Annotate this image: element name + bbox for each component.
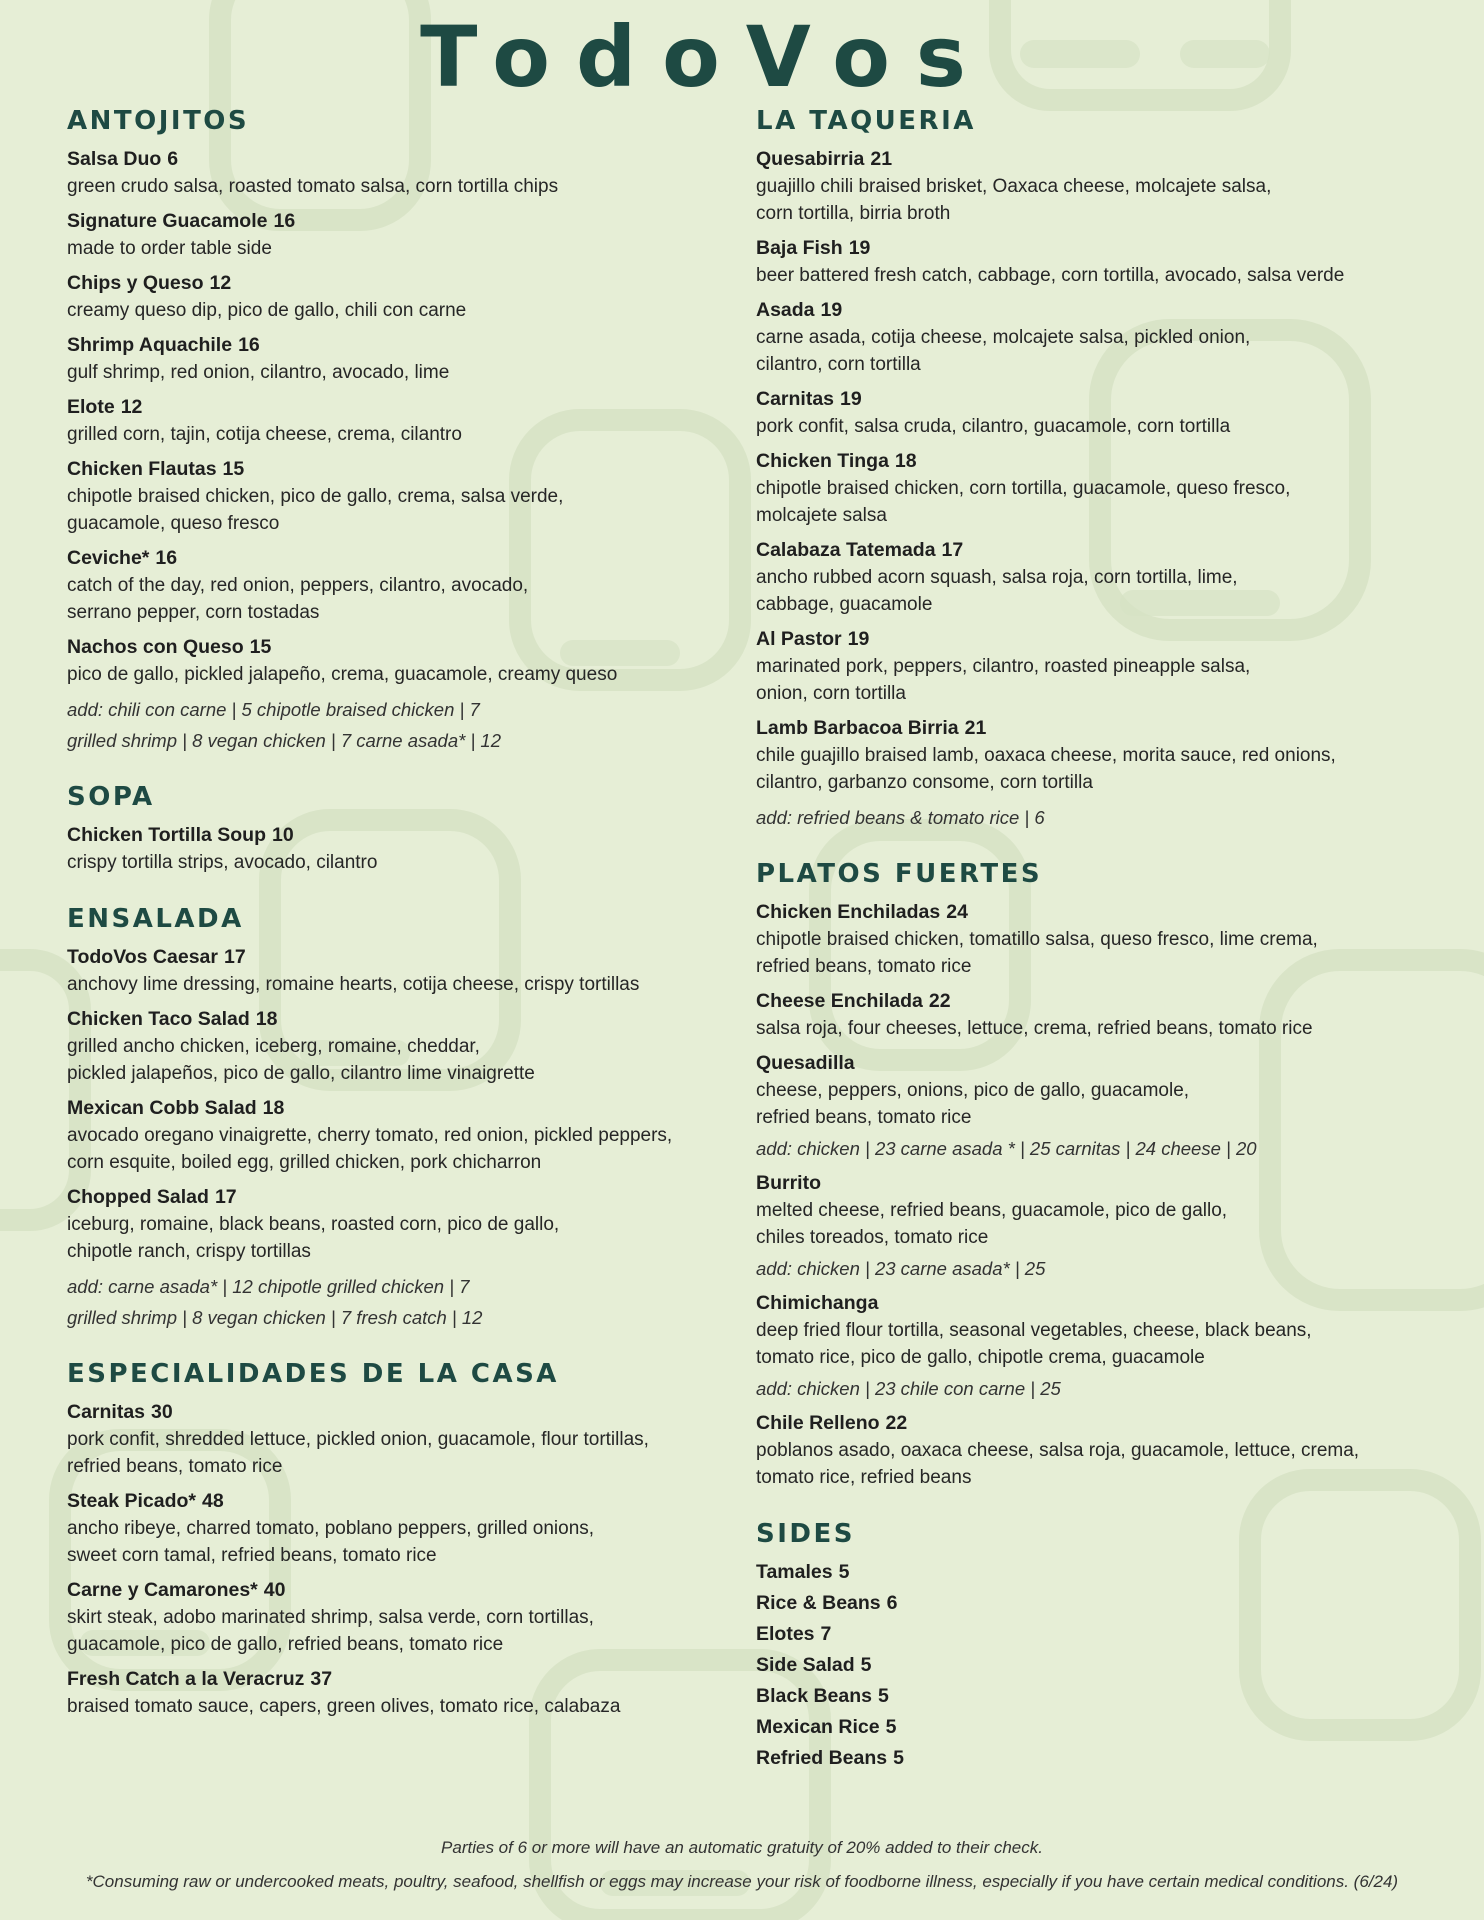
item-description: poblanos asado, oaxaca cheese, salsa roja, guacamole, lettuce, crema, bbox=[756, 1440, 1360, 1461]
section-title: PLATOS FUERTES bbox=[756, 859, 1043, 889]
menu-item bbox=[67, 1006, 747, 1087]
menu-item bbox=[756, 146, 1446, 227]
item-price: 22 bbox=[885, 1412, 908, 1434]
section-add-ons: grilled shrimp | 8 vegan chicken | 7 fresh catch | 12 bbox=[67, 1307, 483, 1328]
gratuity-note: Parties of 6 or more will have an automatic gratuity of 20% added to their check. bbox=[441, 1838, 1043, 1857]
menu-item bbox=[756, 1683, 1446, 1710]
item-description: molcajete salsa bbox=[756, 505, 887, 526]
item-price: 19 bbox=[820, 299, 843, 321]
item-price: 10 bbox=[272, 824, 294, 846]
item-description: made to order table side bbox=[67, 238, 272, 259]
item-heading bbox=[756, 1683, 1446, 1710]
menu-item bbox=[756, 1621, 1446, 1648]
item-name: Chile Relleno bbox=[756, 1412, 880, 1434]
item-description: refried beans, tomato rice bbox=[756, 1107, 972, 1128]
item-price: 17 bbox=[214, 1186, 237, 1208]
item-name: Baja Fish bbox=[756, 237, 843, 259]
menu-item bbox=[756, 988, 1446, 1042]
item-price: 19 bbox=[847, 628, 870, 650]
item-price: 15 bbox=[249, 636, 272, 658]
item-heading bbox=[67, 208, 747, 235]
item-description: serrano pepper, corn tostadas bbox=[67, 602, 320, 623]
item-name: Burrito bbox=[756, 1172, 821, 1194]
section-title: ANTOJITOS bbox=[67, 106, 250, 136]
item-name: Chicken Tortilla Soup bbox=[67, 824, 266, 846]
item-description: ancho rubbed acorn squash, salsa roja, corn tortilla, lime, bbox=[756, 567, 1238, 588]
menu-item bbox=[756, 1410, 1446, 1491]
section-sides bbox=[756, 1517, 1446, 1772]
item-description: chile guajillo braised lamb, oaxaca cheese, morita sauce, red onions, bbox=[756, 745, 1336, 766]
menu-item bbox=[756, 297, 1446, 378]
item-name: Al Pastor bbox=[756, 628, 842, 650]
item-description: crispy tortilla strips, avocado, cilantro bbox=[67, 852, 378, 873]
item-description: onion, corn tortilla bbox=[756, 683, 906, 704]
section-la-taqueria bbox=[756, 104, 1446, 831]
item-heading bbox=[67, 1666, 747, 1693]
menu-item bbox=[67, 146, 747, 200]
item-price: 18 bbox=[894, 450, 917, 472]
menu-item bbox=[67, 332, 747, 386]
section-title: LA TAQUERIA bbox=[756, 106, 976, 136]
item-name: Steak Picado* bbox=[67, 1490, 196, 1512]
menu-item bbox=[756, 1714, 1446, 1741]
item-price: 15 bbox=[222, 458, 245, 480]
item-price: 6 bbox=[167, 148, 179, 170]
item-description: cilantro, garbanzo consome, corn tortilla bbox=[756, 772, 1093, 793]
item-name: TodoVos Caesar bbox=[67, 946, 218, 968]
item-heading bbox=[67, 1006, 747, 1033]
item-heading bbox=[756, 1714, 1446, 1741]
item-heading bbox=[756, 537, 1446, 564]
left-column bbox=[67, 104, 747, 1746]
section-antojitos bbox=[67, 104, 747, 754]
menu-item bbox=[756, 386, 1446, 440]
item-heading bbox=[756, 1590, 1446, 1617]
item-name: Chicken Tinga bbox=[756, 450, 889, 472]
section-ensalada bbox=[67, 902, 747, 1331]
item-description: corn esquite, boiled egg, grilled chicken, pork chicharron bbox=[67, 1152, 542, 1173]
item-description: guacamole, pico de gallo, refried beans, tomato rice bbox=[67, 1634, 504, 1655]
section-platos-fuertes bbox=[756, 857, 1446, 1491]
item-name: Fresh Catch a la Veracruz bbox=[67, 1668, 305, 1690]
foodborne-disclaimer: *Consuming raw or undercooked meats, poultry, seafood, shellfish or eggs may increase your risk of foodborne illness, especially if you have certain medical conditions. (6/24) bbox=[85, 1872, 1399, 1891]
item-description: guacamole, queso fresco bbox=[67, 513, 280, 534]
menu-item bbox=[756, 235, 1446, 289]
item-description: pickled jalapeños, pico de gallo, cilantro lime vinaigrette bbox=[67, 1063, 535, 1084]
item-name: Carnitas bbox=[756, 388, 835, 410]
item-price: 37 bbox=[310, 1668, 333, 1690]
menu-item bbox=[67, 270, 747, 324]
item-price: 19 bbox=[848, 237, 871, 259]
restaurant-title: TodoVos bbox=[420, 8, 992, 106]
item-name: Mexican Rice bbox=[756, 1716, 880, 1738]
item-heading bbox=[756, 448, 1446, 475]
right-column bbox=[756, 104, 1446, 1798]
item-description: gulf shrimp, red onion, cilantro, avocado, lime bbox=[67, 362, 450, 383]
menu-item bbox=[756, 1290, 1446, 1402]
item-name: Calabaza Tatemada bbox=[756, 539, 936, 561]
item-heading bbox=[67, 1095, 747, 1122]
item-name: Chips y Queso bbox=[67, 272, 204, 294]
section-title: ENSALADA bbox=[67, 904, 244, 934]
item-description: catch of the day, red onion, peppers, cilantro, avocado, bbox=[67, 575, 529, 596]
menu-item bbox=[67, 1666, 747, 1720]
item-price: 22 bbox=[928, 990, 951, 1012]
item-description: chipotle braised chicken, tomatillo salsa, queso fresco, lime crema, bbox=[756, 929, 1318, 950]
item-name: Chicken Flautas bbox=[67, 458, 217, 480]
item-heading bbox=[67, 394, 747, 421]
menu-item bbox=[67, 1184, 747, 1265]
item-name: Carnitas bbox=[67, 1401, 146, 1423]
menu-item bbox=[67, 1488, 747, 1569]
item-description: cilantro, corn tortilla bbox=[756, 354, 921, 375]
item-name: Side Salad bbox=[756, 1654, 855, 1676]
item-description: skirt steak, adobo marinated shrimp, salsa verde, corn tortillas, bbox=[67, 1607, 594, 1628]
item-heading bbox=[756, 1559, 1446, 1586]
item-description: marinated pork, peppers, cilantro, roasted pineapple salsa, bbox=[756, 656, 1251, 677]
item-price: 5 bbox=[885, 1716, 897, 1738]
item-description: corn tortilla, birria broth bbox=[756, 203, 951, 224]
item-name: Chicken Enchiladas bbox=[756, 901, 941, 923]
item-description: ancho ribeye, charred tomato, poblano peppers, grilled onions, bbox=[67, 1518, 595, 1539]
item-heading bbox=[67, 822, 747, 849]
item-description: deep fried flour tortilla, seasonal vegetables, cheese, black beans, bbox=[756, 1320, 1312, 1341]
item-description: iceburg, romaine, black beans, roasted corn, pico de gallo, bbox=[67, 1214, 560, 1235]
item-name: Elote bbox=[67, 396, 115, 418]
item-heading bbox=[67, 456, 747, 483]
item-heading bbox=[756, 1050, 1446, 1077]
item-description: grilled ancho chicken, iceberg, romaine, cheddar, bbox=[67, 1036, 480, 1057]
item-price: 18 bbox=[262, 1097, 285, 1119]
item-heading bbox=[756, 1652, 1446, 1679]
item-heading bbox=[756, 386, 1446, 413]
item-name: Nachos con Queso bbox=[67, 636, 244, 658]
item-price: 12 bbox=[120, 396, 143, 418]
item-heading bbox=[756, 297, 1446, 324]
item-price: 48 bbox=[201, 1490, 224, 1512]
item-name: Ceviche* bbox=[67, 547, 150, 569]
menu-item bbox=[756, 899, 1446, 980]
add-on-options: add: chicken | 23 chile con carne | 25 bbox=[756, 1378, 1061, 1399]
menu-item bbox=[67, 394, 747, 448]
item-heading bbox=[756, 1621, 1446, 1648]
item-heading bbox=[756, 899, 1446, 926]
add-on-options: add: chicken | 23 carne asada* | 25 bbox=[756, 1258, 1046, 1279]
menu-item bbox=[756, 1745, 1446, 1772]
item-price: 30 bbox=[151, 1401, 173, 1423]
item-heading bbox=[67, 634, 747, 661]
item-heading bbox=[67, 1488, 747, 1515]
menu-item bbox=[756, 626, 1446, 707]
section-add-ons: add: carne asada* | 12 chipotle grilled chicken | 7 bbox=[67, 1276, 470, 1297]
item-name: Chicken Taco Salad bbox=[67, 1008, 250, 1030]
section-sopa bbox=[67, 780, 747, 876]
menu-item bbox=[67, 944, 747, 998]
section-add-ons: grilled shrimp | 8 vegan chicken | 7 carne asada* | 12 bbox=[67, 730, 501, 751]
section-title: ESPECIALIDADES DE LA CASA bbox=[67, 1359, 559, 1389]
item-description: refried beans, tomato rice bbox=[756, 956, 972, 977]
item-name: Quesadilla bbox=[756, 1052, 855, 1074]
item-heading bbox=[67, 1399, 747, 1426]
item-name: Quesabirria bbox=[756, 148, 865, 170]
item-name: Chopped Salad bbox=[67, 1186, 209, 1208]
menu-item bbox=[67, 822, 747, 876]
item-name: Shrimp Aquachile bbox=[67, 334, 233, 356]
item-price: 18 bbox=[255, 1008, 278, 1030]
item-price: 5 bbox=[838, 1561, 850, 1583]
item-description: chipotle ranch, crispy tortillas bbox=[67, 1241, 311, 1262]
item-description: anchovy lime dressing, romaine hearts, cotija cheese, crispy tortillas bbox=[67, 974, 640, 995]
section-add-ons: add: refried beans & tomato rice | 6 bbox=[756, 807, 1045, 828]
item-heading bbox=[67, 1577, 747, 1604]
item-description: salsa roja, four cheeses, lettuce, crema, refried beans, tomato rice bbox=[756, 1018, 1313, 1039]
item-price: 40 bbox=[263, 1579, 286, 1601]
item-price: 16 bbox=[155, 547, 178, 569]
item-heading bbox=[756, 146, 1446, 173]
item-name: Signature Guacamole bbox=[67, 210, 268, 232]
item-heading bbox=[67, 545, 747, 572]
menu-item bbox=[67, 1095, 747, 1176]
item-heading bbox=[67, 146, 747, 173]
item-heading bbox=[756, 1170, 1446, 1197]
item-description: pork confit, shredded lettuce, pickled onion, guacamole, flour tortillas, bbox=[67, 1429, 649, 1450]
menu-item bbox=[756, 1590, 1446, 1617]
item-name: Black Beans bbox=[756, 1685, 872, 1707]
item-description: chipotle braised chicken, pico de gallo, crema, salsa verde, bbox=[67, 486, 564, 507]
item-description: tomato rice, refried beans bbox=[756, 1467, 972, 1488]
menu-item bbox=[67, 545, 747, 626]
item-description: beer battered fresh catch, cabbage, corn tortilla, avocado, salsa verde bbox=[756, 265, 1345, 286]
item-price: 21 bbox=[964, 717, 987, 739]
item-heading bbox=[756, 1410, 1446, 1437]
item-price: 5 bbox=[893, 1747, 904, 1769]
item-name: Tamales bbox=[756, 1561, 833, 1583]
menu-item bbox=[756, 1559, 1446, 1586]
item-description: grilled corn, tajin, cotija cheese, crema, cilantro bbox=[67, 424, 462, 445]
section-especialidades-de-la-casa bbox=[67, 1357, 747, 1720]
item-price: 16 bbox=[238, 334, 260, 356]
menu-item bbox=[67, 1577, 747, 1658]
item-description: green crudo salsa, roasted tomato salsa, corn tortilla chips bbox=[67, 176, 559, 197]
item-name: Salsa Duo bbox=[67, 148, 162, 170]
item-description: melted cheese, refried beans, guacamole, pico de gallo, bbox=[756, 1200, 1228, 1221]
item-price: 6 bbox=[886, 1592, 898, 1614]
item-heading bbox=[756, 988, 1446, 1015]
item-description: cabbage, guacamole bbox=[756, 594, 933, 615]
item-description: chipotle braised chicken, corn tortilla, guacamole, queso fresco, bbox=[756, 478, 1291, 499]
menu-item bbox=[67, 634, 747, 688]
item-description: cheese, peppers, onions, pico de gallo, guacamole, bbox=[756, 1080, 1190, 1101]
item-price: 5 bbox=[877, 1685, 889, 1707]
item-price: 17 bbox=[223, 946, 246, 968]
item-description: tomato rice, pico de gallo, chipotle crema, guacamole bbox=[756, 1347, 1205, 1368]
menu-item bbox=[756, 715, 1446, 796]
section-title: SIDES bbox=[756, 1519, 855, 1549]
section-add-ons: add: chili con carne | 5 chipotle braised chicken | 7 bbox=[67, 699, 480, 720]
menu-item bbox=[756, 1652, 1446, 1679]
item-description: refried beans, tomato rice bbox=[67, 1456, 283, 1477]
item-heading bbox=[756, 715, 1446, 742]
item-price: 24 bbox=[946, 901, 968, 923]
item-price: 21 bbox=[870, 148, 893, 170]
item-heading bbox=[67, 332, 747, 359]
item-name: Chimichanga bbox=[756, 1292, 879, 1314]
item-heading bbox=[756, 235, 1446, 262]
item-price: 17 bbox=[941, 539, 964, 561]
menu-item bbox=[67, 456, 747, 537]
item-price: 5 bbox=[860, 1654, 872, 1676]
item-description: guajillo chili braised brisket, Oaxaca cheese, molcajete salsa, bbox=[756, 176, 1272, 197]
item-name: Lamb Barbacoa Birria bbox=[756, 717, 959, 739]
item-heading bbox=[67, 944, 747, 971]
item-price: 19 bbox=[840, 388, 862, 410]
item-description: creamy queso dip, pico de gallo, chili con carne bbox=[67, 300, 467, 321]
menu-item bbox=[756, 1050, 1446, 1162]
item-name: Elotes bbox=[756, 1623, 815, 1645]
item-description: carne asada, cotija cheese, molcajete salsa, pickled onion, bbox=[756, 327, 1251, 348]
menu-item bbox=[67, 1399, 747, 1480]
menu-item bbox=[756, 448, 1446, 529]
item-name: Mexican Cobb Salad bbox=[67, 1097, 257, 1119]
section-title: SOPA bbox=[67, 782, 155, 812]
item-price: 12 bbox=[209, 272, 232, 294]
item-name: Cheese Enchilada bbox=[756, 990, 923, 1012]
item-description: pork confit, salsa cruda, cilantro, guacamole, corn tortilla bbox=[756, 416, 1231, 437]
item-heading bbox=[756, 1290, 1446, 1317]
item-name: Carne y Camarones* bbox=[67, 1579, 258, 1601]
item-name: Asada bbox=[756, 299, 815, 321]
add-on-options: add: chicken | 23 carne asada * | 25 carnitas | 24 cheese | 20 bbox=[756, 1138, 1257, 1159]
item-description: avocado oregano vinaigrette, cherry tomato, red onion, pickled peppers, bbox=[67, 1125, 673, 1146]
item-name: Rice & Beans bbox=[756, 1592, 881, 1614]
menu-item bbox=[67, 208, 747, 262]
item-price: 7 bbox=[820, 1623, 832, 1645]
item-description: chiles toreados, tomato rice bbox=[756, 1227, 989, 1248]
menu-item bbox=[756, 537, 1446, 618]
item-description: sweet corn tamal, refried beans, tomato rice bbox=[67, 1545, 437, 1566]
item-name: Refried Beans bbox=[756, 1747, 888, 1769]
item-price: 16 bbox=[273, 210, 296, 232]
item-description: pico de gallo, pickled jalapeño, crema, guacamole, creamy queso bbox=[67, 664, 618, 685]
item-heading bbox=[756, 626, 1446, 653]
item-heading bbox=[67, 1184, 747, 1211]
menu-item bbox=[756, 1170, 1446, 1282]
item-description: braised tomato sauce, capers, green olives, tomato rice, calabaza bbox=[67, 1696, 621, 1717]
item-heading bbox=[67, 270, 747, 297]
item-heading bbox=[756, 1745, 1446, 1772]
